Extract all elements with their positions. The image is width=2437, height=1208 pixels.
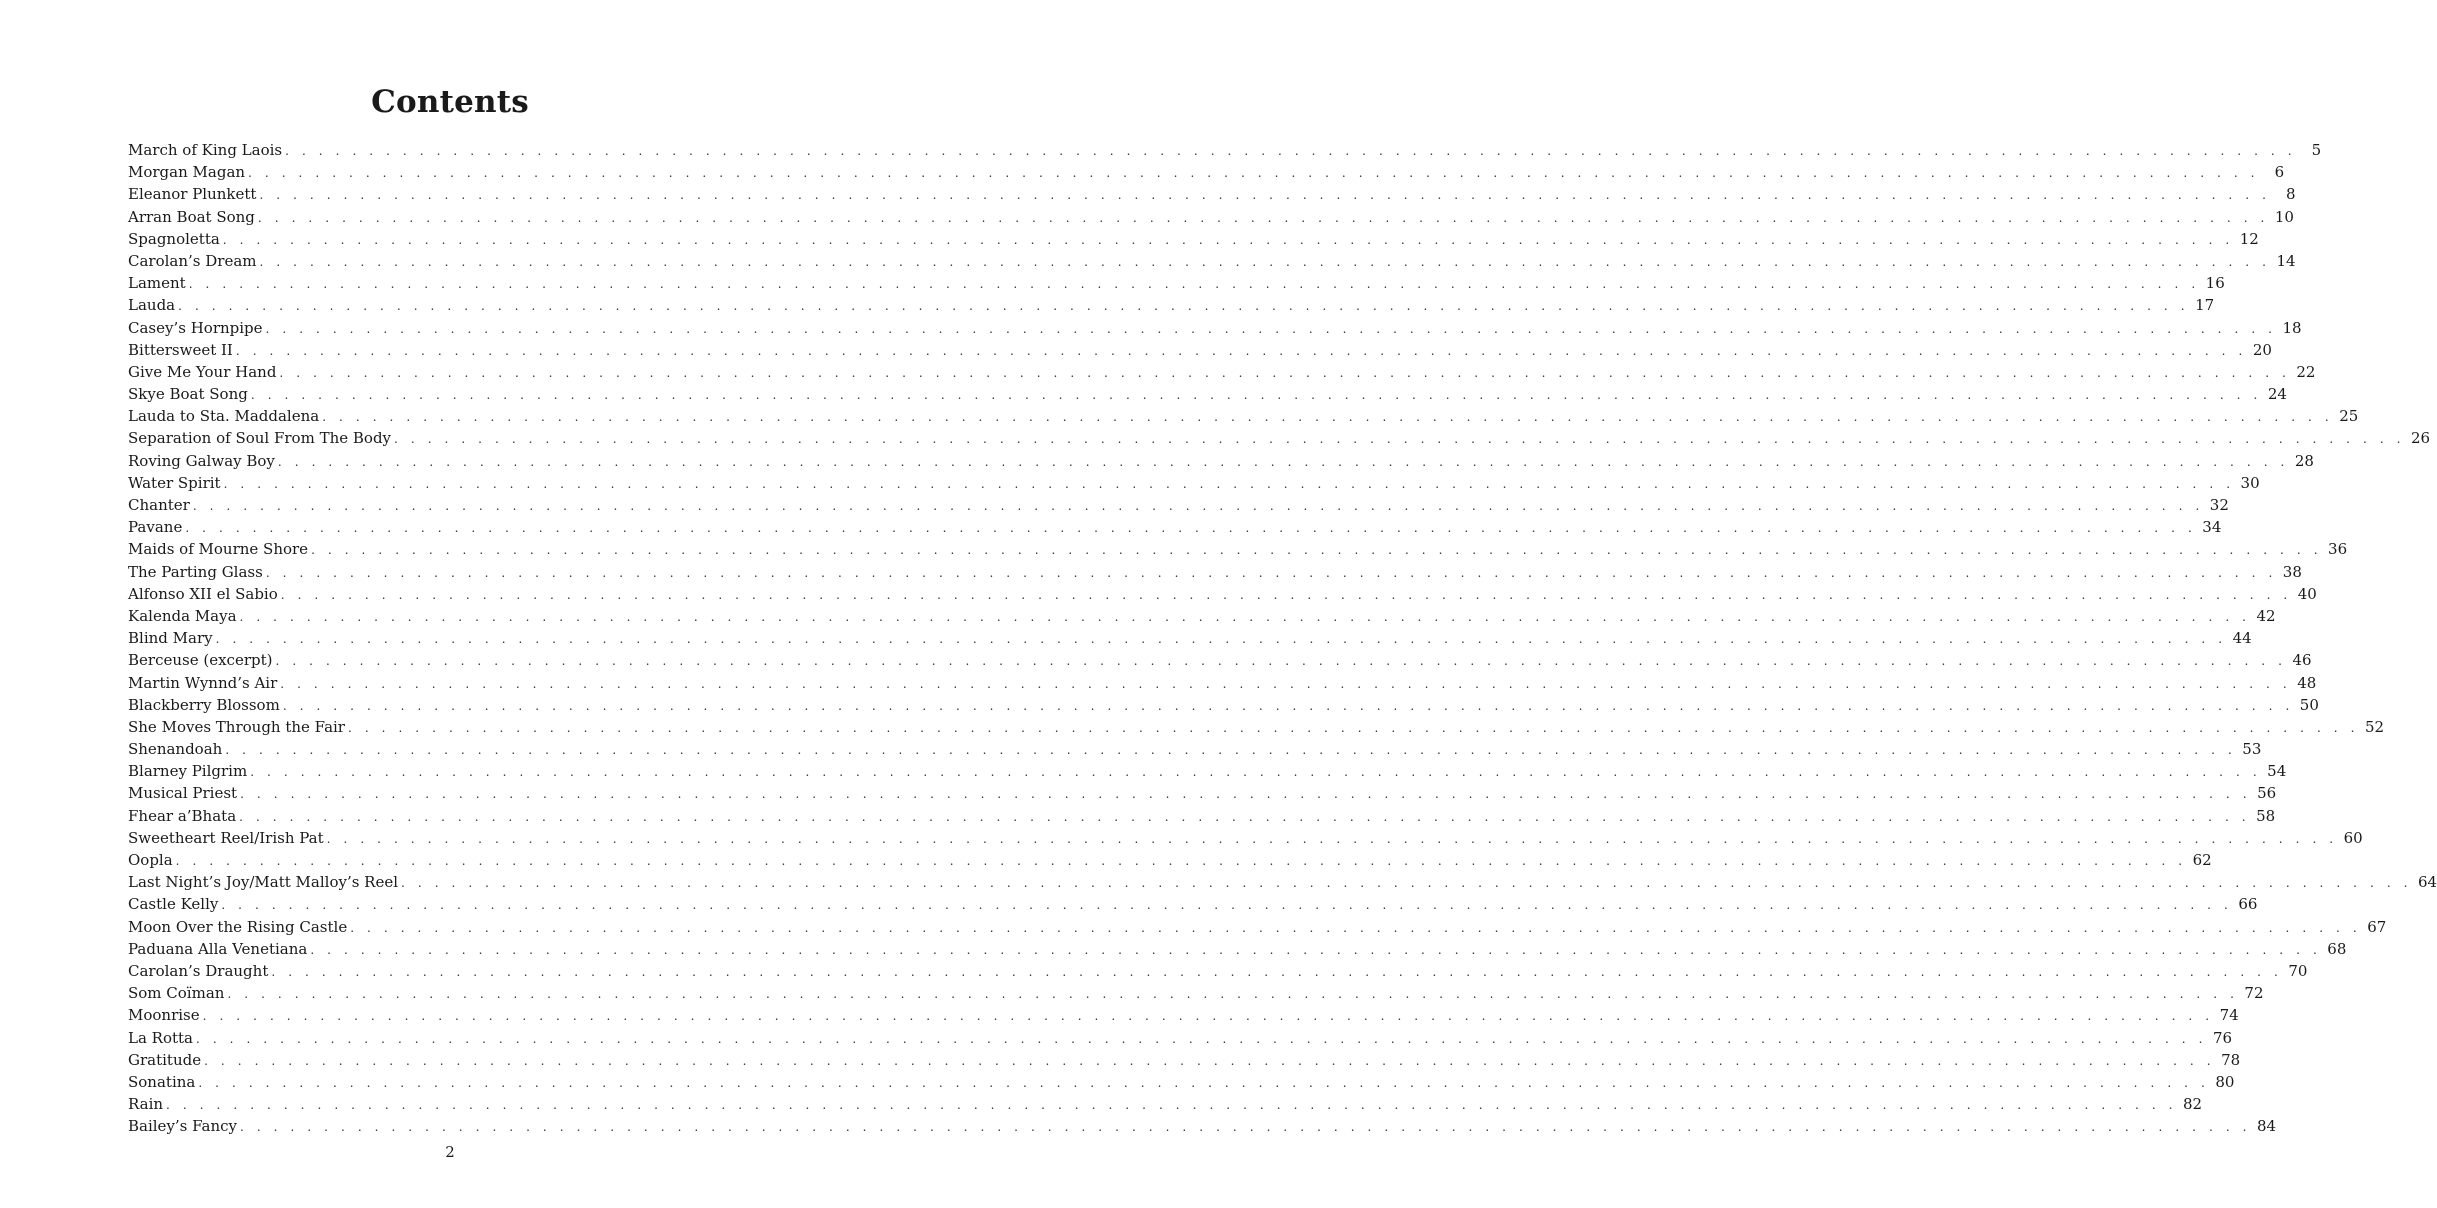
dot-leader: . . . . . . . . . . . . . . . . . . . . . . . . . . . . . . . . . . . . . . . . . . . . . . . . . . . . . . . . . . . . . . . . . . . . . . . . . . . . . . . . . . . . . . . . . . . . . . . . . . . . . . . . . . . . . . . . . . . . . . . . bbox=[240, 1120, 2252, 1135]
toc-entry-title: Lament bbox=[128, 274, 186, 293]
toc-entry-page: 67 bbox=[2367, 917, 2387, 936]
toc-entry-page: 56 bbox=[2257, 784, 2277, 803]
dot-leader: . . . . . . . . . . . . . . . . . . . . . . . . . . . . . . . . . . . . . . . . . . . . . . . . . . . . . . . . . . . . . . . . . . . . . . . . . . . . . . . . . . . . . . . . . . . . . . . . . . . . . . . . . . . . . . . . . . . . . . . . bbox=[311, 543, 2323, 558]
toc-entry-title: Eleanor Plunkett bbox=[128, 185, 257, 204]
dot-leader: . . . . . . . . . . . . . . . . . . . . . . . . . . . . . . . . . . . . . . . . . . . . . . . . . . . . . . . . . . . . . . . . . . . . . . . . . . . . . . . . . . . . . . . . . . . . . . . . . . . . . . . . . . . . . . . . . . . . . . . . bbox=[175, 854, 2187, 868]
toc-entry-title: Chanter bbox=[128, 496, 190, 514]
toc-entry-page: 36 bbox=[2328, 540, 2348, 559]
toc-entry-title: Fhear a’Bhata bbox=[128, 806, 237, 825]
toc-entry-title: Water Spirit bbox=[128, 473, 221, 492]
dot-leader: . . . . . . . . . . . . . . . . . . . . . . . . . . . . . . . . . . . . . . . . . . . . . . . . . . . . . . . . . . . . . . . . . . . . . . . . . . . . . . . . . . . . . . . . . . . . . . . . . . . . . . . . . . . . . . . . . . . . . . . . bbox=[350, 920, 2362, 935]
toc-entry-page: 76 bbox=[2212, 1028, 2233, 1047]
toc-entry-title: Alfonso XII el Sabio bbox=[128, 584, 278, 603]
dot-leader: . . . . . . . . . . . . . . . . . . . . . . . . . . . . . . . . . . . . . . . . . . . . . . . . . . . . . . . . . . . . . . . . . . . . . . . . . . . . . . . . . . . . . . . . . . . . . . . . . . . . . . . . . . . . . . . . . . . . . . . . bbox=[259, 188, 2271, 203]
dot-leader: . . . . . . . . . . . . . . . . . . . . . . . . . . . . . . . . . . . . . . . . . . . . . . . . . . . . . . . . . . . . . . . . . . . . . . . . . . . . . . . . . . . . . . . . . . . . . . . . . . . . . . . . . . . . . . . . . . . . . . . . bbox=[240, 787, 2252, 802]
toc-entry-title: Skye Boat Song bbox=[128, 385, 248, 404]
toc-entry bbox=[128, 583, 2317, 605]
dot-leader: . . . . . . . . . . . . . . . . . . . . . . . . . . . . . . . . . . . . . . . . . . . . . . . . . . . . . . . . . . . . . . . . . . . . . . . . . . . . . . . . . . . . . . . . . . . . . . . . . . . . . . . . . . . . . . . . . . . . . . . . bbox=[394, 432, 2406, 447]
toc-entry bbox=[128, 317, 2302, 339]
dot-leader: . . . . . . . . . . . . . . . . . . . . . . . . . . . . . . . . . . . . . . . . . . . . . . . . . . . . . . . . . . . . . . . . . . . . . . . . . . . . . . . . . . . . . . . . . . . . . . . . . . . . . . . . . . . . . . . . . . . . . . . . bbox=[227, 987, 2239, 1002]
toc-entry bbox=[128, 272, 2225, 294]
toc-entry-page: 78 bbox=[2221, 1050, 2241, 1069]
dot-leader: . . . . . . . . . . . . . . . . . . . . . . . . . . . . . . . . . . . . . . . . . . . . . . . . . . . . . . . . . . . . . . . . . . . . . . . . . . . . . . . . . . . . . . . . . . . . . . . . . . . . . . . . . . . . . . . . . . . . . . . . bbox=[271, 964, 2283, 979]
toc-entry bbox=[128, 1027, 2233, 1049]
dot-leader: . . . . . . . . . . . . . . . . . . . . . . . . . . . . . . . . . . . . . . . . . . . . . . . . . . . . . . . . . . . . . . . . . . . . . . . . . . . . . . . . . . . . . . . . . . . . . . . . . . . . . . . . . . . . . . . . . . . . . . . . bbox=[275, 654, 2287, 669]
toc-entry-page: 44 bbox=[2232, 629, 2252, 648]
toc-entry-title: Oopla bbox=[128, 851, 173, 869]
toc-entry bbox=[128, 672, 2317, 694]
toc-entry bbox=[128, 738, 2262, 760]
toc-entry bbox=[128, 561, 2302, 583]
toc-entry bbox=[128, 250, 2296, 272]
dot-leader: . . . . . . . . . . . . . . . . . . . . . . . . . . . . . . . . . . . . . . . . . . . . . . . . . . . . . . . . . . . . . . . . . . . . . . . . . . . . . . . . . . . . . . . . . . . . . . . . . . . . . . . . . . . . . . . . . . . . . . . . bbox=[188, 277, 2200, 292]
toc-entry bbox=[128, 228, 2259, 250]
toc-entry bbox=[128, 605, 2276, 627]
toc-entry bbox=[128, 538, 2348, 560]
toc-entry-title: Blarney Pilgrim bbox=[128, 762, 248, 781]
toc-entry bbox=[128, 139, 2322, 161]
dot-leader: . . . . . . . . . . . . . . . . . . . . . . . . . . . . . . . . . . . . . . . . . . . . . . . . . . . . . . . . . . . . . . . . . . . . . . . . . . . . . . . . . . . . . . . . . . . . . . . . . . . . . . . . . . . . . . . . . . . . . . . . bbox=[250, 765, 2262, 780]
toc-entry-page: 22 bbox=[2296, 362, 2316, 381]
dot-leader: . . . . . . . . . . . . . . . . . . . . . . . . . . . . . . . . . . . . . . . . . . . . . . . . . . . . . . . . . . . . . . . . . . . . . . . . . . . . . . . . . . . . . . . . . . . . . . . . . . . . . . . . . . . . . . . . . . . . . . . . bbox=[196, 1031, 2208, 1046]
toc-entry bbox=[128, 516, 2222, 538]
toc-entry bbox=[128, 938, 2347, 960]
toc-entry bbox=[128, 161, 2285, 183]
toc-entry-title: Pavane bbox=[128, 518, 183, 537]
toc-entry bbox=[128, 1004, 2239, 1026]
dot-leader: . . . . . . . . . . . . . . . . . . . . . . . . . . . . . . . . . . . . . . . . . . . . . . . . . . . . . . . . . . . . . . . . . . . . . . . . . . . . . . . . . . . . . . . . . . . . . . . . . . . . . . . . . . . . . . . . . . . . . . . . bbox=[235, 343, 2247, 358]
dot-leader: . . . . . . . . . . . . . . . . . . . . . . . . . . . . . . . . . . . . . . . . . . . . . . . . . . . . . . . . . . . . . . . . . . . . . . . . . . . . . . . . . . . . . . . . . . . . . . . . . . . . . . . . . . . . . . . . . . . . . . . . bbox=[202, 1009, 2214, 1024]
toc-entry-page: 30 bbox=[2240, 473, 2260, 492]
toc-entry-title: La Rotta bbox=[128, 1028, 193, 1047]
toc-entry bbox=[128, 294, 2215, 316]
toc-entry bbox=[128, 427, 2431, 449]
toc-entry-title: Kalenda Maya bbox=[128, 606, 237, 625]
toc-entry-title: Martin Wynnd’s Air bbox=[128, 673, 278, 692]
toc-entry bbox=[128, 183, 2296, 205]
toc-entry bbox=[128, 849, 2212, 871]
dot-leader: . . . . . . . . . . . . . . . . . . . . . . . . . . . . . . . . . . . . . . . . . . . . . . . . . . . . . . . . . . . . . . . . . . . . . . . . . . . . . . . . . . . . . . . . . . . . . . . . . . . . . . . . . . . . . . . . . . . . . . . . bbox=[204, 1053, 2216, 1068]
toc-entry-page: 24 bbox=[2267, 385, 2287, 404]
dot-leader: . . . . . . . . . . . . . . . . . . . . . . . . . . . . . . . . . . . . . . . . . . . . . . . . . . . . . . . . . . . . . . . . . . . . . . . . . . . . . . . . . . . . . . . . . . . . . . . . . . . . . . . . . . . . . . . . . . . . . . . . bbox=[265, 321, 2277, 336]
toc-entry bbox=[128, 383, 2287, 405]
toc-entry bbox=[128, 716, 2385, 738]
toc-entry-page: 42 bbox=[2256, 606, 2276, 625]
dot-leader: . . . . . . . . . . . . . . . . . . . . . . . . . . . . . . . . . . . . . . . . . . . . . . . . . . . . . . . . . . . . . . . . . . . . . . . . . . . . . . . . . . . . . . . . . . . . . . . . . . . . . . . . . . . . . . . . . . . . . . . . bbox=[401, 876, 2413, 891]
toc-entry-title: Separation of Soul From The Body bbox=[128, 429, 392, 448]
toc-entry-page: 17 bbox=[2195, 296, 2215, 315]
page-title: Contents bbox=[371, 84, 529, 120]
toc-entry bbox=[128, 893, 2258, 915]
toc-entry-page: 82 bbox=[2183, 1095, 2203, 1114]
dot-leader: . . . . . . . . . . . . . . . . . . . . . . . . . . . . . . . . . . . . . . . . . . . . . . . . . . . . . . . . . . . . . . . . . . . . . . . . . . . . . . . . . . . . . . . . . . . . . . . . . . . . . . . . . . . . . . . . . . . . . . . . bbox=[239, 809, 2251, 824]
toc-entry-page: 38 bbox=[2282, 562, 2302, 581]
toc-entry-page: 72 bbox=[2244, 984, 2264, 1003]
toc-entry-title: Castle Kelly bbox=[128, 895, 219, 914]
toc-entry-page: 50 bbox=[2299, 695, 2319, 714]
dot-leader: . . . . . . . . . . . . . . . . . . . . . . . . . . . . . . . . . . . . . . . . . . . . . . . . . . . . . . . . . . . . . . . . . . . . . . . . . . . . . . . . . . . . . . . . . . . . . . . . . . . . . . . . . . . . . . . . . . . . . . . . bbox=[223, 476, 2235, 491]
dot-leader: . . . . . . . . . . . . . . . . . . . . . . . . . . . . . . . . . . . . . . . . . . . . . . . . . . . . . . . . . . . . . . . . . . . . . . . . . . . . . . . . . . . . . . . . . . . . . . . . . . . . . . . . . . . . . . . . . . . . . . . . bbox=[222, 232, 2234, 247]
page-number: 2 bbox=[445, 1143, 455, 1161]
toc-entry-page: 58 bbox=[2256, 806, 2276, 825]
toc-entry-title: Sonatina bbox=[128, 1072, 196, 1091]
toc-entry bbox=[128, 494, 2229, 516]
toc-entry-page: 32 bbox=[2209, 496, 2229, 514]
dot-leader: . . . . . . . . . . . . . . . . . . . . . . . . . . . . . . . . . . . . . . . . . . . . . . . . . . . . . . . . . . . . . . . . . . . . . . . . . . . . . . . . . . . . . . . . . . . . . . . . . . . . . . . . . . . . . . . . . . . . . . . . bbox=[198, 1075, 2210, 1090]
toc-entry-title: Moonrise bbox=[128, 1006, 200, 1025]
dot-leader: . . . . . . . . . . . . . . . . . . . . . . . . . . . . . . . . . . . . . . . . . . . . . . . . . . . . . . . . . . . . . . . . . . . . . . . . . . . . . . . . . . . . . . . . . . . . . . . . . . . . . . . . . . . . . . . . . . . . . . . . bbox=[326, 831, 2338, 846]
dot-leader: . . . . . . . . . . . . . . . . . . . . . . . . . . . . . . . . . . . . . . . . . . . . . . . . . . . . . . . . . . . . . . . . . . . . . . . . . . . . . . . . . . . . . . . . . . . . . . . . . . . . . . . . . . . . . . . . . . . . . . . . bbox=[277, 454, 2289, 469]
dot-leader: . . . . . . . . . . . . . . . . . . . . . . . . . . . . . . . . . . . . . . . . . . . . . . . . . . . . . . . . . . . . . . . . . . . . . . . . . . . . . . . . . . . . . . . . . . . . . . . . . . . . . . . . . . . . . . . . . . . . . . . . bbox=[215, 632, 2227, 647]
toc-entry-title: Sweetheart Reel/Irish Pat bbox=[128, 828, 324, 847]
dot-leader: . . . . . . . . . . . . . . . . . . . . . . . . . . . . . . . . . . . . . . . . . . . . . . . . . . . . . . . . . . . . . . . . . . . . . . . . . . . . . . . . . . . . . . . . . . . . . . . . . . . . . . . . . . . . . . . . . . . . . . . . bbox=[221, 898, 2233, 913]
dot-leader: . . . . . . . . . . . . . . . . . . . . . . . . . . . . . . . . . . . . . . . . . . . . . . . . . . . . . . . . . . . . . . . . . . . . . . . . . . . . . . . . . . . . . . . . . . . . . . . . . . . . . . . . . . . . . . . . . . . . . . . . bbox=[248, 166, 2260, 181]
toc-entry-page: 46 bbox=[2292, 651, 2312, 670]
toc-entry-page: 5 bbox=[2311, 141, 2322, 159]
dot-leader: . . . . . . . . . . . . . . . . . . . . . . . . . . . . . . . . . . . . . . . . . . . . . . . . . . . . . . . . . . . . . . . . . . . . . . . . . . . . . . . . . . . . . . . . . . . . . . . . . . . . . . . . . . . . . . . . . . . . . . . . bbox=[250, 388, 2262, 403]
toc-entry bbox=[128, 805, 2276, 827]
toc-entry-title: She Moves Through the Fair bbox=[128, 717, 345, 736]
toc-entry bbox=[128, 1093, 2203, 1115]
toc-entry bbox=[128, 982, 2264, 1004]
toc-entry-title: Blind Mary bbox=[128, 629, 213, 648]
dot-leader: . . . . . . . . . . . . . . . . . . . . . . . . . . . . . . . . . . . . . . . . . . . . . . . . . . . . . . . . . . . . . . . . . . . . . . . . . . . . . . . . . . . . . . . . . . . . . . . . . . . . . . . . . . . . . . . . . . . . . . . . bbox=[225, 743, 2237, 758]
dot-leader: . . . . . . . . . . . . . . . . . . . . . . . . . . . . . . . . . . . . . . . . . . . . . . . . . . . . . . . . . . . . . . . . . . . . . . . . . . . . . . . . . . . . . . . . . . . . . . . . . . . . . . . . . . . . . . . . . . . . . . . . bbox=[322, 410, 2334, 425]
toc-entry-page: 62 bbox=[2192, 851, 2212, 869]
dot-leader: . . . . . . . . . . . . . . . . . . . . . . . . . . . . . . . . . . . . . . . . . . . . . . . . . . . . . . . . . . . . . . . . . . . . . . . . . . . . . . . . . . . . . . . . . . . . . . . . . . . . . . . . . . . . . . . . . . . . . . . . bbox=[166, 1098, 2178, 1113]
toc-entry-page: 80 bbox=[2215, 1072, 2235, 1091]
toc-entry bbox=[128, 827, 2363, 849]
toc-entry-page: 26 bbox=[2411, 429, 2431, 448]
toc-entry-title: Carolan’s Dream bbox=[128, 251, 257, 270]
toc-entry-title: Berceuse (excerpt) bbox=[128, 651, 273, 670]
toc-entry-title: Spagnoletta bbox=[128, 229, 220, 248]
dot-leader: . . . . . . . . . . . . . . . . . . . . . . . . . . . . . . . . . . . . . . . . . . . . . . . . . . . . . . . . . . . . . . . . . . . . . . . . . . . . . . . . . . . . . . . . . . . . . . . . . . . . . . . . . . . . . . . . . . . . . . . . bbox=[257, 210, 2269, 225]
toc-entry-page: 16 bbox=[2205, 274, 2225, 293]
toc-entry-title: Blackberry Blossom bbox=[128, 695, 280, 714]
dot-leader: . . . . . . . . . . . . . . . . . . . . . . . . . . . . . . . . . . . . . . . . . . . . . . . . . . . . . . . . . . . . . . . . . . . . . . . . . . . . . . . . . . . . . . . . . . . . . . . . . . . . . . . . . . . . . . . . . . . . . . . . bbox=[265, 565, 2277, 580]
toc-entry-title: Give Me Your Hand bbox=[128, 362, 277, 381]
toc-entry-page: 70 bbox=[2288, 961, 2308, 980]
toc-entry bbox=[128, 782, 2277, 804]
toc-entry-title: Morgan Magan bbox=[128, 163, 246, 182]
toc-entry bbox=[128, 871, 2437, 893]
toc-entry-title: March of King Laois bbox=[128, 141, 283, 159]
toc-entry bbox=[128, 1071, 2235, 1093]
toc-entry-page: 28 bbox=[2294, 451, 2314, 470]
toc-entry-title: Roving Galway Boy bbox=[128, 451, 275, 470]
dot-leader: . . . . . . . . . . . . . . . . . . . . . . . . . . . . . . . . . . . . . . . . . . . . . . . . . . . . . . . . . . . . . . . . . . . . . . . . . . . . . . . . . . . . . . . . . . . . . . . . . . . . . . . . . . . . . . . . . . . . . . . . bbox=[178, 299, 2190, 314]
toc-entry bbox=[128, 339, 2272, 361]
toc-entry bbox=[128, 450, 2314, 472]
toc-entry-page: 10 bbox=[2274, 207, 2294, 226]
dot-leader: . . . . . . . . . . . . . . . . . . . . . . . . . . . . . . . . . . . . . . . . . . . . . . . . . . . . . . . . . . . . . . . . . . . . . . . . . . . . . . . . . . . . . . . . . . . . . . . . . . . . . . . . . . . . . . . . . . . . . . . . bbox=[347, 720, 2360, 735]
toc-entry bbox=[128, 206, 2294, 228]
toc-entry-title: Bailey’s Fancy bbox=[128, 1117, 238, 1136]
toc-entry-title: Arran Boat Song bbox=[128, 207, 255, 226]
toc-entry-title: Maids of Mourne Shore bbox=[128, 540, 309, 559]
toc-entry-title: Paduana Alla Venetiana bbox=[128, 939, 308, 958]
toc-entry-page: 40 bbox=[2297, 584, 2317, 603]
toc-entry-page: 64 bbox=[2418, 873, 2437, 892]
toc-entry bbox=[128, 649, 2312, 671]
table-of-contents bbox=[128, 139, 2437, 1137]
dot-leader: . . . . . . . . . . . . . . . . . . . . . . . . . . . . . . . . . . . . . . . . . . . . . . . . . . . . . . . . . . . . . . . . . . . . . . . . . . . . . . . . . . . . . . . . . . . . . . . . . . . . . . . . . . . . . . . . . . . . . . . . bbox=[285, 144, 2297, 158]
toc-entry-page: 68 bbox=[2327, 939, 2347, 958]
toc-entry-page: 54 bbox=[2267, 762, 2287, 781]
toc-entry-page: 48 bbox=[2297, 673, 2317, 692]
dot-leader: . . . . . . . . . . . . . . . . . . . . . . . . . . . . . . . . . . . . . . . . . . . . . . . . . . . . . . . . . . . . . . . . . . . . . . . . . . . . . . . . . . . . . . . . . . . . . . . . . . . . . . . . . . . . . . . . . . . . . . . . bbox=[280, 676, 2292, 691]
toc-entry bbox=[128, 1115, 2277, 1137]
toc-entry-title: Lauda to Sta. Maddalena bbox=[128, 407, 320, 426]
toc-entry-page: 18 bbox=[2282, 318, 2302, 337]
toc-entry bbox=[128, 960, 2308, 982]
toc-entry-page: 14 bbox=[2276, 251, 2296, 270]
toc-entry-title: Casey’s Hornpipe bbox=[128, 318, 263, 337]
toc-entry-title: Gratitude bbox=[128, 1050, 202, 1069]
dot-leader: . . . . . . . . . . . . . . . . . . . . . . . . . . . . . . . . . . . . . . . . . . . . . . . . . . . . . . . . . . . . . . . . . . . . . . . . . . . . . . . . . . . . . . . . . . . . . . . . . . . . . . . . . . . . . . . . . . . . . . . . bbox=[310, 942, 2322, 957]
toc-entry bbox=[128, 760, 2287, 782]
toc-entry-title: The Parting Glass bbox=[128, 562, 263, 581]
toc-entry bbox=[128, 361, 2316, 383]
toc-entry-page: 12 bbox=[2239, 229, 2259, 248]
toc-entry-page: 53 bbox=[2242, 740, 2262, 759]
dot-leader: . . . . . . . . . . . . . . . . . . . . . . . . . . . . . . . . . . . . . . . . . . . . . . . . . . . . . . . . . . . . . . . . . . . . . . . . . . . . . . . . . . . . . . . . . . . . . . . . . . . . . . . . . . . . . . . . . . . . . . . . bbox=[185, 521, 2197, 536]
toc-entry-title: Last Night’s Joy/Matt Malloy’s Reel bbox=[128, 873, 399, 892]
toc-entry bbox=[128, 627, 2252, 649]
toc-entry-page: 60 bbox=[2343, 828, 2363, 847]
dot-leader: . . . . . . . . . . . . . . . . . . . . . . . . . . . . . . . . . . . . . . . . . . . . . . . . . . . . . . . . . . . . . . . . . . . . . . . . . . . . . . . . . . . . . . . . . . . . . . . . . . . . . . . . . . . . . . . . . . . . . . . . bbox=[279, 365, 2291, 380]
toc-entry-title: Rain bbox=[128, 1095, 164, 1114]
toc-entry-title: Lauda bbox=[128, 296, 176, 315]
toc-entry-title: Bittersweet II bbox=[128, 340, 233, 359]
toc-entry-page: 8 bbox=[2285, 185, 2296, 204]
toc-entry bbox=[128, 916, 2387, 938]
toc-entry-page: 34 bbox=[2202, 518, 2222, 537]
toc-entry-title: Shenandoah bbox=[128, 740, 223, 759]
toc-entry-page: 6 bbox=[2274, 163, 2285, 182]
toc-entry-page: 20 bbox=[2252, 340, 2272, 359]
dot-leader: . . . . . . . . . . . . . . . . . . . . . . . . . . . . . . . . . . . . . . . . . . . . . . . . . . . . . . . . . . . . . . . . . . . . . . . . . . . . . . . . . . . . . . . . . . . . . . . . . . . . . . . . . . . . . . . . . . . . . . . . bbox=[239, 609, 2251, 624]
toc-entry-title: Carolan’s Draught bbox=[128, 961, 269, 980]
dot-leader: . . . . . . . . . . . . . . . . . . . . . . . . . . . . . . . . . . . . . . . . . . . . . . . . . . . . . . . . . . . . . . . . . . . . . . . . . . . . . . . . . . . . . . . . . . . . . . . . . . . . . . . . . . . . . . . . . . . . . . . . bbox=[282, 698, 2294, 713]
toc-entry-page: 74 bbox=[2219, 1006, 2239, 1025]
toc-entry-page: 84 bbox=[2256, 1117, 2277, 1136]
dot-leader: . . . . . . . . . . . . . . . . . . . . . . . . . . . . . . . . . . . . . . . . . . . . . . . . . . . . . . . . . . . . . . . . . . . . . . . . . . . . . . . . . . . . . . . . . . . . . . . . . . . . . . . . . . . . . . . . . . . . . . . . bbox=[192, 499, 2204, 513]
toc-entry bbox=[128, 1049, 2241, 1071]
dot-leader: . . . . . . . . . . . . . . . . . . . . . . . . . . . . . . . . . . . . . . . . . . . . . . . . . . . . . . . . . . . . . . . . . . . . . . . . . . . . . . . . . . . . . . . . . . . . . . . . . . . . . . . . . . . . . . . . . . . . . . . . bbox=[280, 587, 2292, 602]
toc-entry bbox=[128, 694, 2319, 716]
toc-entry-page: 52 bbox=[2364, 717, 2385, 736]
toc-entry-title: Moon Over the Rising Castle bbox=[128, 917, 348, 936]
toc-entry bbox=[128, 472, 2260, 494]
toc-entry bbox=[128, 405, 2359, 427]
dot-leader: . . . . . . . . . . . . . . . . . . . . . . . . . . . . . . . . . . . . . . . . . . . . . . . . . . . . . . . . . . . . . . . . . . . . . . . . . . . . . . . . . . . . . . . . . . . . . . . . . . . . . . . . . . . . . . . . . . . . . . . . bbox=[259, 254, 2271, 269]
toc-entry-title: Som Coïman bbox=[128, 984, 225, 1003]
toc-entry-page: 66 bbox=[2238, 895, 2258, 914]
toc-entry-title: Musical Priest bbox=[128, 784, 238, 803]
toc-entry-page: 25 bbox=[2339, 407, 2359, 426]
